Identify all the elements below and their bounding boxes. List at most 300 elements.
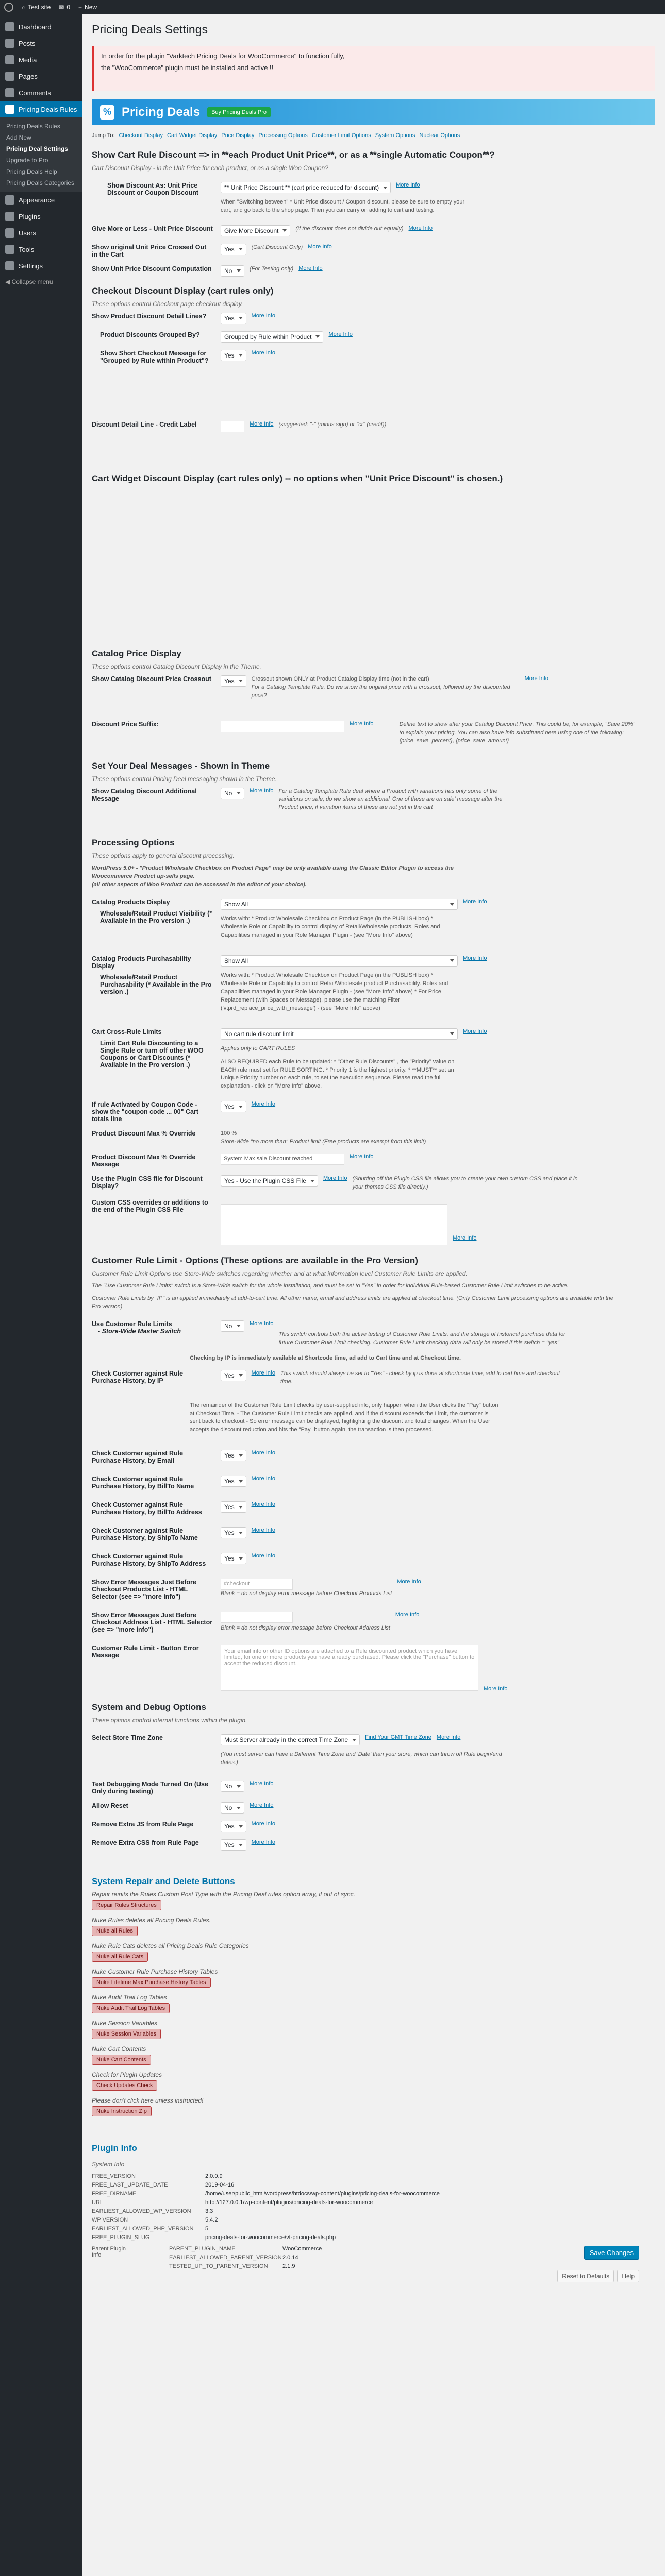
more-info-link[interactable]: More Info [251,1101,276,1108]
crossout-select[interactable]: Yes [221,675,246,687]
info-row: EARLIEST_ALLOWED_WP_VERSION 3.3 [92,2208,213,2215]
setting-row [92,313,655,324]
more-info-link[interactable]: More Info [323,1175,347,1182]
setting-label: Discount Price Suffix: [92,720,159,728]
chevron-down-icon [239,1844,243,1846]
submenu-add-new[interactable]: Add New [6,134,31,141]
collapse-icon: ◀ [5,278,12,285]
max-override-value[interactable]: 100 % [221,1130,237,1137]
jump-to-label: Jump To: [92,132,115,139]
chevron-down-icon [450,1032,454,1035]
setting-label: Show Error Messages Just Before Checkout Address List - HTML Selector (see => "more info") [92,1612,213,1634]
reset-defaults-button[interactable]: Reset to Defaults [557,2270,614,2282]
chevron-down-icon [239,1825,243,1828]
setting-label: Check Customer against Rule Purchase History, by BillTo Name [92,1476,194,1490]
main-content [92,21,655,2282]
setting-label: Product Discounts Grouped By? [100,331,200,338]
chevron-down-icon [239,1506,243,1509]
more-info-link[interactable]: More Info [463,899,487,905]
pricing-deals-banner [92,99,655,125]
notice-line-1: In order for the plugin "Varktech Pricing Deals for WooCommerce" to function fully, [101,52,345,60]
section-desc: Cart Discount Display - in the Unit Price for each product, or as a single Woo Coupon? [92,164,328,172]
allow-reset-select[interactable]: No [221,1802,244,1814]
repair-desc: Nuke Cart Contents [92,2045,146,2053]
setting-row [92,1370,655,1386]
section-desc: These options apply to general discount processing. [92,852,235,860]
setting-row [92,1028,655,1091]
setting-note: Works with: * Product Wholesale Checkbox on Product Page (in the PUBLISH box) * Wholesale Role or Capability to control display of Retail/Wholesale products. Roles and Capabilities managed in your Role Manager Plugin - (see "More Info" above) [221,916,440,938]
setting-row [92,1802,655,1814]
chevron-down-icon [315,335,320,338]
admin-bar-site[interactable]: ⌂ Test site [22,4,51,11]
chevron-down-icon [352,1739,356,1741]
sidebar-item-users[interactable]: Users [0,225,82,241]
more-info-link[interactable]: More Info [396,182,420,188]
info-row: WP VERSION 5.4.2 [92,2217,218,2224]
collapse-menu[interactable]: ◀ Collapse menu [5,278,53,285]
chevron-down-icon [239,354,243,357]
more-info-link[interactable]: More Info [251,1501,276,1508]
setting-note: Store-Wide "no more than" Product limit (Free products are exempt from this limit) [221,1139,426,1145]
more-info-link[interactable]: More Info [436,1734,461,1741]
chevron-down-icon [239,1454,243,1457]
save-changes-button[interactable]: Save Changes [584,2246,639,2260]
repair-desc: Please don't click here unless instructed! [92,2097,204,2105]
setting-label: Show Error Messages Just Before Checkout Products List - HTML Selector (see => "more info") [92,1579,196,1601]
setting-sublabel: Limit Cart Rule Discounting to a Single Rule or turn off other WOO Coupons or Cart Discounts (* Available in the Pro version .) [100,1039,204,1069]
chevron-down-icon [237,1785,241,1788]
additional-message-select[interactable]: No [221,788,244,799]
setting-note: (Shutting off the Plugin CSS file allows you to create your own custom CSS and place it in your themes CSS file directly.) [352,1176,578,1191]
check-billto-name-select[interactable]: Yes [221,1476,246,1487]
more-info-link[interactable]: More Info [251,1527,276,1534]
error-message-textarea[interactable]: Your email info or other ID options are attached to a Rule discounted product which you have limited, for one or more products you have already purchased. Please click the "Purchase" button to accept the reduced discount. [221,1645,478,1691]
setting-note: (suggested: "-" (minus sign) or "cr" (credit)) [278,421,387,428]
coupon-code-select[interactable]: Yes [221,1101,246,1112]
short-message-select[interactable]: Yes [221,350,246,361]
more-info-link[interactable]: More Info [350,720,374,727]
more-info-link[interactable]: More Info [250,1802,274,1809]
more-info-link[interactable]: More Info [397,1579,421,1585]
more-info-link[interactable]: More Info [250,420,274,427]
cross-rule-select[interactable]: No cart rule discount limit [221,1028,458,1040]
chevron-down-icon [310,1180,314,1182]
sidebar-item-pricing-deals[interactable]: Pricing Deals Rules [0,101,82,117]
section-title: Catalog Price Display [92,648,181,658]
more-info-link[interactable]: More Info [350,1154,374,1160]
page-icon [5,72,14,81]
setting-note: Blank = do not display error message before Checkout Products List [221,1590,392,1597]
help-button[interactable]: Help [617,2270,639,2282]
submenu-rules[interactable]: Pricing Deals Rules [6,123,60,130]
section-cart-widget [92,473,655,484]
plugin-css-select[interactable]: Yes - Use the Plugin CSS File [221,1175,318,1187]
processing-warning: WordPress 5.0+ - "Product Wholesale Checkbox on Product Page" may be only available using the Classic Editor Plugin to access the Woocommerce Product up-sells page. [92,865,454,880]
chevron-down-icon [239,1480,243,1483]
submenu-upgrade[interactable]: Upgrade to Pro [6,157,48,164]
setting-label: Show Unit Price Discount Computation [92,265,212,273]
setting-row [92,1821,655,1832]
setting-row [92,1579,655,1600]
chevron-down-icon [239,1374,243,1377]
more-info-link[interactable]: More Info [395,1612,420,1618]
setting-label-group [92,1028,221,1069]
jump-link-checkout[interactable]: Checkout Display [119,132,163,139]
section-desc: These options control internal functions within the plugin. [92,1717,247,1724]
gmt-time-zone-link[interactable]: Find Your GMT Time Zone [365,1734,431,1741]
section-system [92,1702,655,1851]
setting-note: (Cart Discount Only) [251,244,303,250]
computation-select[interactable]: No [221,265,244,277]
submenu-categories[interactable]: Pricing Deals Categories [6,179,75,187]
setting-label: Check Customer against Rule Purchase History, by BillTo Address [92,1501,202,1516]
setting-note: Applies only to CART RULES [221,1045,295,1052]
chevron-down-icon [450,903,454,906]
more-info-link[interactable]: More Info [298,265,323,272]
setting-row [92,1553,655,1567]
setting-label: Product Discount Max % Override [92,1130,196,1138]
more-info-link[interactable]: More Info [408,225,433,231]
jump-link-nuclear[interactable]: Nuclear Options [419,132,460,139]
page-title: Pricing Deals Settings [92,23,208,36]
wordpress-logo-icon[interactable] [4,3,13,12]
setting-note: Crossout shown ONLY at Product Catalog Display time (not in the cart) [251,675,429,682]
jump-link-customer-limit[interactable]: Customer Limit Options [311,132,371,139]
parent-info-label: Parent Plugin Info [92,2246,126,2259]
banner-title: Pricing Deals [122,105,201,119]
setting-note: (You must server can have a Different Time Zone and 'Date' than your store, which can throw off Rule begin/end dates.) [221,1751,502,1766]
check-billto-address-select[interactable]: Yes [221,1501,246,1513]
plugin-icon [5,212,14,221]
setting-label: Cart Cross-Rule Limits [92,1028,162,1036]
setting-label: Check Customer against Rule Purchase History, by ShipTo Name [92,1527,198,1542]
chevron-down-icon [239,680,243,682]
remove-js-select[interactable]: Yes [221,1821,246,1832]
chevron-down-icon [237,269,241,272]
setting-label: Give More or Less - Unit Price Discount [92,225,213,232]
section-desc: These options control Catalog Discount Display in the Theme. [92,663,261,670]
nuke-session-button[interactable]: Nuke Session Variables [92,2029,161,2039]
chevron-down-icon [237,1807,241,1809]
section-title: Customer Rule Limit - Options (These options are available in the Pro Version) [92,1256,418,1266]
section-desc: These options control Pricing Deal messaging shown in the Theme. [92,775,277,783]
more-info-link[interactable]: More Info [250,1781,274,1787]
more-info-link[interactable]: More Info [250,787,274,794]
setting-row [92,1354,655,1363]
setting-label: Show Catalog Discount Additional Message [92,787,197,802]
setting-row [92,1320,655,1347]
section-title: System and Debug Options [92,1702,206,1713]
more-info-link[interactable]: More Info [250,1320,274,1327]
setting-row [92,721,655,745]
setting-label: Show Catalog Discount Price Crossout [92,675,211,683]
setting-label: Check Customer against Rule Purchase History, by ShipTo Address [92,1553,206,1568]
chevron-down-icon [450,959,454,962]
plus-icon: + [78,4,82,11]
purchasability-select[interactable]: Show All [221,955,458,967]
setting-row [92,1402,655,1435]
sidebar-item-media[interactable]: Media [0,52,82,68]
setting-note: Works with: * Product Wholesale Checkbox on Product Page (in the PUBLISH box) * Wholesale Role or Capability to control Retail/Wholesale product Purchasability. Roles and Capabilities managed in your Role Manager Plugin - (see "More Info" above) * For Price Replacement (with Spaces or Message), please use the matching Filter ('vtprd_replace_price_with_message') - (see "More Info" above) [221,972,448,1011]
chevron-down-icon [237,1325,241,1327]
sidebar-item-comments[interactable]: Comments [0,84,82,101]
more-info-link[interactable]: More Info [251,1821,276,1827]
address-selector-input[interactable] [221,1612,293,1623]
debug-mode-select[interactable]: No [221,1781,244,1792]
info-row: EARLIEST_ALLOWED_PHP_VERSION 5 [92,2226,209,2232]
setting-note: When "Switching between" * Unit Price discount / Coupon discount, please be sure to empty your cart, and go back to the shop page. Then you can carry on adding to cart and testing. [221,199,465,213]
repair-desc: Nuke Session Variables [92,2020,157,2027]
parent-info [92,2246,655,2282]
buy-pro-button[interactable]: Buy Pricing Deals Pro [207,107,271,117]
setting-note: ALSO REQUIRED each Rule to be updated: * "Other Rule Discounts" , the "Priority" value on EACH rule must set for RULE SORTING. * Priority 1 is the highest priority. * **MUST** set an Unique Priority number on each rule, to set the execution sequence. Please read the full explanation - click on "More Info" above. [221,1058,455,1090]
setting-row [92,1450,655,1464]
check-shipto-name-select[interactable]: Yes [221,1527,246,1538]
more-info-link[interactable]: More Info [453,1235,477,1242]
setting-note: This switch controls both the active testing of Customer Rule Limits, and the storage of historical purchase data for future Customer Rule Limit checking. Customer Rule Limit checking data will only be stored if this switch = "yes" [278,1331,566,1346]
section-title: Processing Options [92,838,175,848]
repair-desc: Repair reinits the Rules Custom Post Type with the Pricing Deal rules option array, if out of sync. [92,1891,356,1899]
section-title: System Repair and Delete Buttons [92,1876,235,1887]
admin-bar-comments[interactable]: ✉ 0 [59,4,71,11]
tag-icon [5,105,14,114]
setting-row [92,421,655,432]
setting-note: (For Testing only) [250,265,294,272]
chevron-down-icon [282,229,287,232]
setting-sublabel: - Store-Wide Master Switch [98,1327,181,1335]
footer-buttons [557,2270,639,2282]
setting-label: Remove Extra JS from Rule Page [92,1821,194,1828]
more-info-link[interactable]: More Info [251,312,276,319]
check-email-select[interactable]: Yes [221,1450,246,1461]
user-icon [5,228,14,238]
setting-note: Define text to show after your Catalog Discount Price. This could be, for example, "Save 20%" to explain your pricing. You can also have info substituted here using one of the following: {price_save_percent}, {price_save_amount} [399,721,635,744]
more-info-link[interactable]: More Info [251,1553,276,1560]
error-notice [92,46,655,91]
sidebar-item-posts[interactable]: Posts [0,35,82,52]
setting-label-group [92,955,221,995]
more-info-link[interactable]: More Info [484,1686,508,1692]
setting-note: For a Catalog Template Rule deal where a Product with variations has only some of the variations on sale, do we show an additional 'One of these are on sale' message after the Product price, if variation items of these are not yet in the cart [278,788,503,811]
media-icon [5,55,14,64]
notice-line-2: the "WooCommerce" plugin must be installed and active !! [101,64,274,72]
chevron-down-icon [239,1532,243,1534]
setting-row [92,1612,655,1633]
info-row: URL http://127.0.0.1/wp-content/plugins/pricing-deals-for-woocommerce [92,2199,373,2206]
home-icon: ⌂ [22,4,26,11]
credit-label-input[interactable] [221,421,244,432]
info-row: TESTED_UP_TO_PARENT_VERSION 2.1.9 [169,2263,295,2270]
nuke-rules-button[interactable]: Nuke all Rules [92,1926,138,1936]
chevron-down-icon [237,792,241,794]
products-selector-input[interactable]: #checkout [221,1579,293,1590]
sidebar-item-appearance[interactable]: Appearance [0,192,82,208]
info-row: EARLIEST_ALLOWED_PARENT_VERSION 2.0.14 [169,2255,298,2261]
more-info-link[interactable]: More Info [251,349,276,356]
check-shipto-address-select[interactable]: Yes [221,1553,246,1564]
sidebar-item-tools[interactable]: Tools [0,241,82,258]
setting-row [92,265,655,277]
more-info-link[interactable]: More Info [251,1450,276,1456]
max-override-message-input[interactable]: System Max sale Discount reached [221,1154,344,1165]
setting-row [92,788,655,812]
more-info-link[interactable]: More Info [328,331,353,337]
chevron-down-icon [239,1557,243,1560]
more-info-link[interactable]: More Info [524,675,549,682]
setting-row [92,1501,655,1516]
jump-link-price[interactable]: Price Display [221,132,255,139]
setting-note: Blank = do not display error message before Checkout Address List [221,1625,390,1632]
chevron-down-icon [239,248,243,250]
chevron-down-icon [239,317,243,319]
setting-label: Customer Rule Limit - Button Error Message [92,1645,199,1659]
setting-label: Catalog Products Display [92,899,170,906]
setting-row [92,1175,655,1192]
more-info-link[interactable]: More Info [463,955,487,961]
sidebar-item-plugins[interactable]: Plugins [0,208,82,225]
info-row: FREE_LAST_UPDATE_DATE 2019-04-16 [92,2182,235,2189]
nuke-cart-button[interactable]: Nuke Cart Contents [92,2055,151,2065]
setting-label: Custom CSS overrides or additions to the end of the Plugin CSS File [92,1199,208,1214]
setting-label-group [92,1320,221,1335]
sidebar-item-settings[interactable]: Settings [0,258,82,274]
pin-icon [5,39,14,48]
discount-as-select[interactable]: ** Unit Price Discount ** (cart price reduced for discount) [221,182,391,193]
more-info-link[interactable]: More Info [251,1476,276,1482]
setting-label-group [92,899,221,924]
info-row: FREE_PLUGIN_SLUG pricing-deals-for-woocommerce/vt-pricing-deals.php [92,2234,336,2241]
brush-icon [5,195,14,205]
section-processing [92,838,655,1245]
processing-warning-2: (all other aspects of Woo Product can be accessed in the editor of your choice). [92,882,307,888]
setting-label: Show Short Checkout Message for "Grouped by Rule within Product"? [100,349,209,364]
repair-desc: Nuke Rules deletes all Pricing Deals Rules. [92,1917,211,1924]
section-cart-rule-discount [92,150,655,277]
repair-desc: Nuke Rule Cats deletes all Pricing Deals Rule Categories [92,1942,249,1950]
info-row: FREE_DIRNAME /home/user/public_html/wordpress/htdocs/wp-content/plugins/pricing-deals-for-woocommerce [92,2191,440,2197]
more-info-link[interactable]: More Info [308,243,332,250]
setting-row [92,675,655,700]
setting-row [92,899,655,940]
customer-limit-para-2: Customer Rule Limits by "IP" is an applied immediately at add-to-cart time. All other name, email and address limits are applied at checkout time. (Only Customer Limit processing options are available with the Pro version) [92,1295,613,1310]
nuke-audit-button[interactable]: Nuke Audit Trail Log Tables [92,2003,170,2013]
check-ip-select[interactable]: Yes [221,1370,246,1381]
wrench-icon [5,245,14,254]
section-title: Plugin Info [92,2143,137,2154]
setting-label: Check Customer against Rule Purchase History, by Email [92,1450,184,1465]
section-deal-messages [92,761,655,812]
setting-row [92,1645,655,1692]
ip-check-note: Checking by IP is immediately available at Shortcode time, ad add to Cart time and at Checkout time. [190,1354,461,1361]
section-desc: Customer Rule Limit Options use Store-Wide switches regarding whether and at what information level Customer Rule Limits are applied. [92,1270,468,1278]
setting-row [92,182,655,215]
give-more-select[interactable]: Give More Discount [221,225,290,236]
section-title: Cart Widget Discount Display (cart rules only) -- no options when "Unit Price Discount" is chosen.) [92,473,503,483]
detail-lines-select[interactable]: Yes [221,313,246,324]
comment-icon: ✉ [59,4,64,11]
setting-label: Select Store Time Zone [92,1734,163,1742]
section-repair [92,1876,655,2123]
nuke-history-button[interactable]: Nuke Lifetime Max Purchase History Tables [92,1977,211,1988]
info-row: PARENT_PLUGIN_NAME WooCommerce [169,2246,322,2252]
grouped-by-select[interactable]: Grouped by Rule within Product [221,331,323,343]
sidebar-item-dashboard[interactable]: Dashboard [0,19,82,35]
setting-label: Product Discount Max % Override Message [92,1154,196,1168]
more-info-link[interactable]: More Info [251,1369,276,1376]
setting-label: Discount Detail Line - Credit Label [92,420,197,428]
settings-icon [5,261,14,270]
setting-row [92,244,655,258]
submenu-help[interactable]: Pricing Deals Help [6,168,57,175]
sidebar-submenu [0,117,82,192]
admin-bar [0,0,665,14]
repair-desc: Nuke Audit Trail Log Tables [92,1994,167,2002]
setting-label: Remove Extra CSS from Rule Page [92,1839,199,1847]
jump-link-system[interactable]: System Options [375,132,415,139]
submenu-settings[interactable]: Pricing Deal Settings [6,145,69,152]
use-limits-select[interactable]: No [221,1320,244,1332]
sidebar-item-pages[interactable]: Pages [0,68,82,84]
setting-label: Test Debugging Mode Turned On (Use Only during testing) [92,1781,208,1795]
pricing-deals-logo-icon [100,105,114,120]
more-info-link[interactable]: More Info [251,1839,276,1846]
repair-rules-button[interactable]: Repair Rules Structures [92,1900,161,1910]
catalog-display-select[interactable]: Show All [221,899,458,910]
setting-label: Catalog Products Purchasability Display [92,955,191,970]
setting-row [92,1154,655,1168]
crossed-out-select[interactable]: Yes [221,244,246,255]
chevron-down-icon [383,187,387,189]
section-title: Set Your Deal Messages - Shown in Theme [92,760,270,771]
setting-label: If rule Activated by Coupon Code - show the "coupon code ... 00" Cart totals line [92,1101,199,1123]
nuke-rule-cats-button[interactable]: Nuke all Rule Cats [92,1952,148,1962]
setting-row [92,1734,655,1767]
jump-link-cart-widget[interactable]: Cart Widget Display [167,132,218,139]
customer-limit-para-1: The "Use Customer Rule Limits" switch is a Store-Wide switch for the whole installation, and must be set to "Yes" in order for individual Rule-based Customer Rule Limit switches to be active. [92,1283,569,1290]
system-info-label: System Info [92,2161,125,2168]
section-checkout [92,286,655,432]
remove-css-select[interactable]: Yes [221,1839,246,1851]
price-suffix-input[interactable] [221,721,344,732]
section-plugin-info [92,2143,655,2282]
nuke-instruction-button[interactable]: Nuke Instruction Zip [92,2106,152,2116]
setting-note: (If the discount does not divide out equally) [295,225,404,232]
setting-sublabel: Wholesale/Retail Product Visibility (* Available in the Pro version .) [100,910,212,925]
jump-link-processing[interactable]: Processing Options [258,132,308,139]
setting-label: Check Customer against Rule Purchase History, by IP [92,1369,184,1384]
check-updates-button[interactable]: Check Updates Check [92,2080,157,2091]
setting-label: Show original Unit Price Crossed Out in the Cart [92,243,207,258]
setting-label: Show Discount As: Unit Price Discount or Coupon Discount [107,182,199,196]
setting-note: This switch should always be set to "Yes" - check by ip is done at shortcode time, add to cart time and checkout time. [280,1370,560,1385]
setting-row [92,331,655,343]
dashboard-icon [5,22,14,31]
setting-row [92,1781,655,1795]
comment-icon [5,88,14,97]
custom-css-textarea[interactable] [221,1204,447,1245]
setting-row [92,350,655,364]
chevron-down-icon [239,1106,243,1108]
section-desc: These options control Checkout page checkout display. [92,300,243,308]
setting-label: Use Customer Rule Limits [92,1320,172,1328]
setting-note: For a Catalog Template Rule. Do we show the original price with a crossout, followed by the discounted price? [251,684,510,699]
time-zone-select[interactable]: Must Server already in the correct Time Zone [221,1734,360,1745]
more-info-link[interactable]: More Info [463,1028,487,1035]
setting-row [92,1130,655,1146]
remainder-note: The remainder of the Customer Rule Limit checks by user-supplied info, only happen when the User clicks the "Pay" button at Checkout Time. - The Customer Rule Limit checks are applied, and if the discount exceeds the Limit, the customer is sent back to checkout - So error message can be displayed, highlighting the discount and total changes. When the User accepts the discount reduction and hits the "Pay" button again, the transaction is then processed. [190,1402,498,1433]
admin-bar-new[interactable]: + New [78,4,97,11]
setting-row [92,1527,655,1541]
